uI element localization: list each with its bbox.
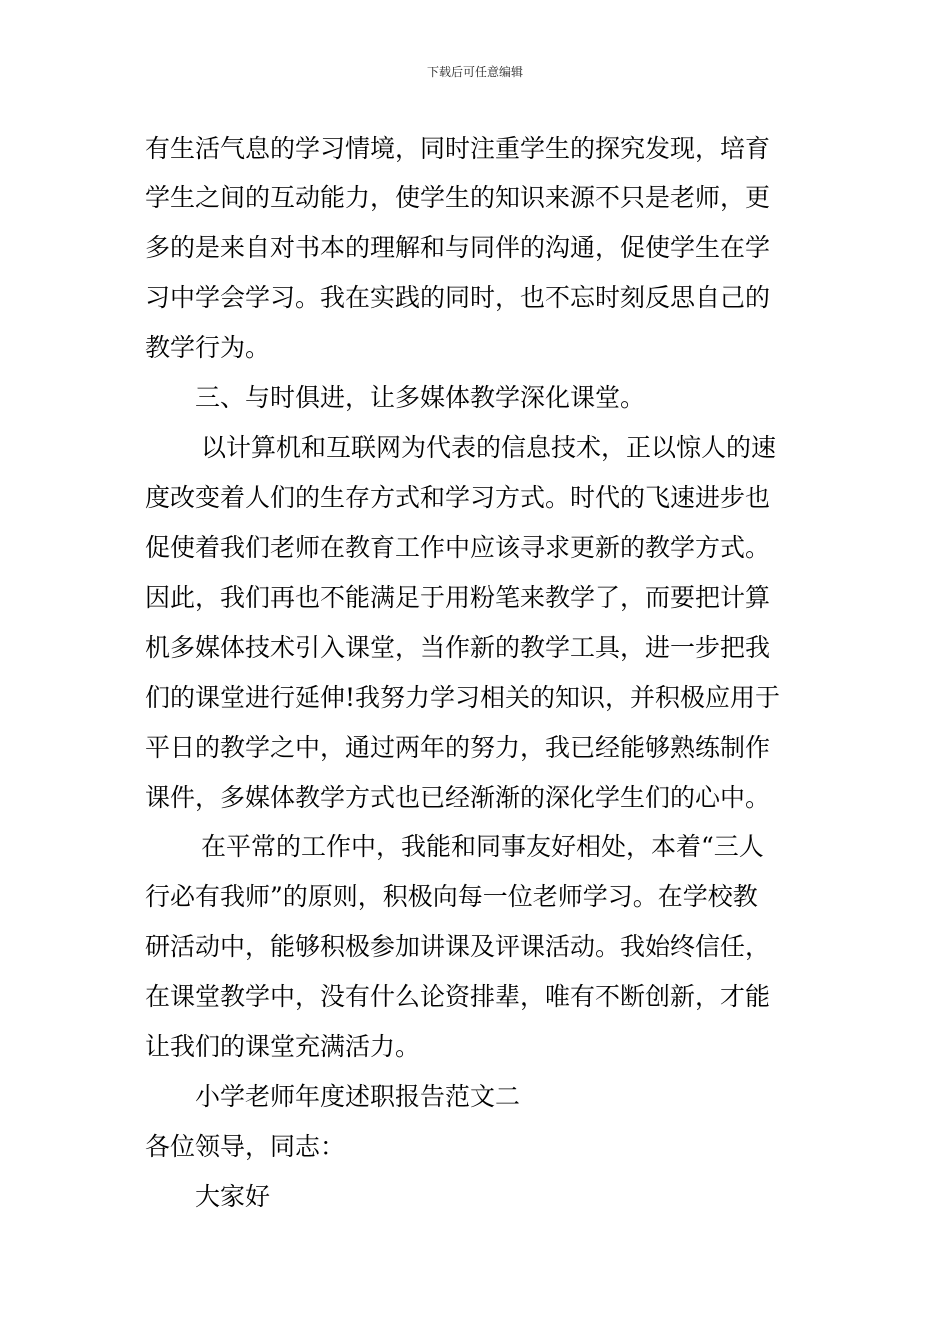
salutation: 各位领导，同志： xyxy=(145,1132,346,1161)
body-line-18: 在课堂教学中，没有什么论资排辈，唯有不断创新，才能 xyxy=(145,982,771,1011)
body-line-5: 教学行为。 xyxy=(145,333,271,362)
body-line-4: 习中学会学习。我在实践的同时，也不忘时刻反思自己的 xyxy=(145,283,771,312)
body-line-9: 促使着我们老师在教育工作中应该寻求更新的教学方式。 xyxy=(145,533,771,562)
body-line-19: 让我们的课堂充满活力。 xyxy=(145,1032,421,1061)
section-heading-three: 三、与时俱进，让多媒体教学深化课堂。 xyxy=(195,383,646,412)
body-line-14: 课件，多媒体教学方式也已经渐渐的深化学生们的心中。 xyxy=(145,783,771,812)
page-header: 下载后可任意编辑 xyxy=(426,65,523,79)
body-line-12: 们的课堂进行延伸!我努力学习相关的知识，并积极应用于 xyxy=(145,683,781,712)
body-line-11: 机多媒体技术引入课堂，当作新的教学工具，进一步把我 xyxy=(145,633,771,662)
body-line-8: 度改变着人们的生存方式和学习方式。时代的飞速进步也 xyxy=(145,483,771,512)
body-line-13: 平日的教学之中，通过两年的努力，我已经能够熟练制作 xyxy=(145,733,771,762)
body-line-2: 学生之间的互动能力，使学生的知识来源不只是老师，更 xyxy=(145,183,771,212)
body-line-16: 行必有我师”的原则，积极向每一位老师学习。在学校教 xyxy=(145,882,758,911)
body-line-17: 研活动中，能够积极参加讲课及评课活动。我始终信任， xyxy=(145,932,771,961)
body-line-15: 在平常的工作中，我能和同事友好相处，本着“三人 xyxy=(201,832,764,861)
report-title-two: 小学老师年度述职报告范文二 xyxy=(195,1082,521,1111)
body-line-3: 多的是来自对书本的理解和与同伴的沟通，促使学生在学 xyxy=(145,233,771,262)
body-line-7: 以计算机和互联网为代表的信息技术，正以惊人的速 xyxy=(201,433,777,462)
body-line-1: 有生活气息的学习情境，同时注重学生的探究发现，培育 xyxy=(145,134,771,163)
body-line-10: 因此，我们再也不能满足于用粉笔来教学了，而要把计算 xyxy=(145,583,771,612)
greeting: 大家好 xyxy=(195,1182,271,1211)
